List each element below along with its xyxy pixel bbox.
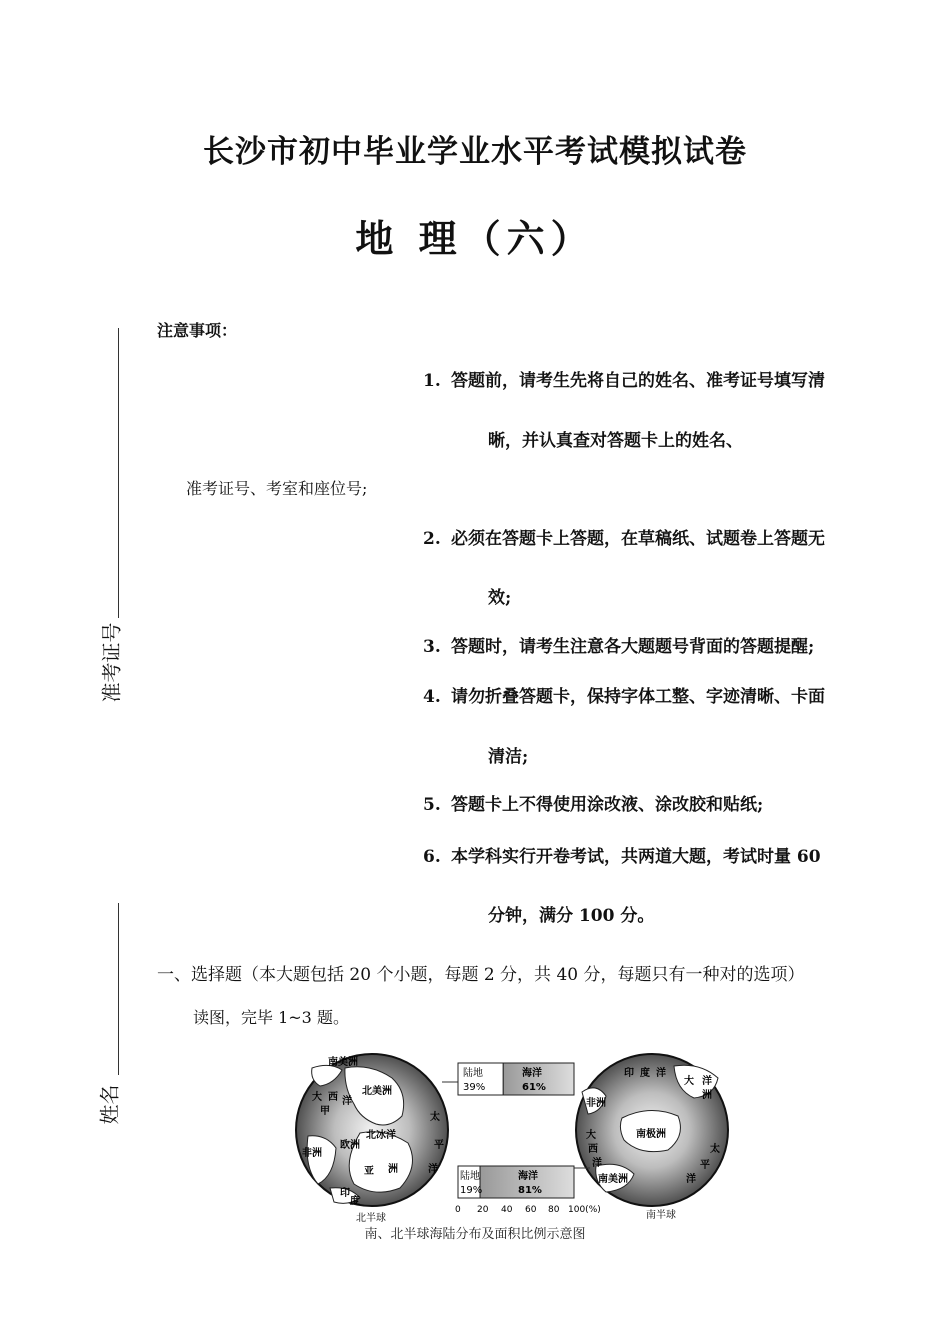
map-label: 太 — [430, 1112, 440, 1123]
map-label: 度 — [350, 1196, 360, 1207]
ocean-percent: 61% — [522, 1082, 546, 1093]
map-label: 洲 — [388, 1164, 398, 1175]
item-text: 答题前，请考生先将自己的姓名、准考证号填写清 — [451, 371, 825, 391]
ocean-label: 海洋 — [522, 1068, 542, 1079]
item-text: 答题时，请考生注意各大题题号背面的答题提醒; — [451, 637, 815, 657]
axis-tick: 80 — [548, 1205, 560, 1215]
exam-title: 长沙市初中毕业学业水平考试模拟试卷 — [203, 134, 747, 170]
axis-tick: 0 — [455, 1205, 461, 1215]
axis-tick: 100(%) — [568, 1205, 601, 1215]
map-label: 南美洲 — [598, 1174, 628, 1185]
map-label: 甲 — [320, 1106, 330, 1117]
item-number: 5. — [423, 795, 441, 815]
map-label: 度 — [640, 1068, 650, 1079]
notice-item-5 — [423, 790, 763, 815]
item-text: 本学科实行开卷考试，共两道大题，考试时量 60 — [451, 847, 821, 867]
section-instruction: 读图，完毕 1~3 题。 — [193, 1008, 349, 1027]
map-label: 亚 — [364, 1166, 374, 1177]
south-ratio-bar — [458, 1166, 574, 1198]
item-text: 答题卡上不得使用涂改液、涂改胶和贴纸; — [451, 795, 764, 815]
notice-item-6-cont: 分钟，满分 100 分。 — [488, 906, 655, 926]
subject-title: 地 理（六） — [355, 216, 595, 261]
map-label: 太 — [710, 1144, 720, 1155]
map-label: 洋 — [702, 1076, 712, 1087]
map-label: 北美洲 — [362, 1086, 392, 1097]
item-number: 3. — [423, 637, 441, 657]
map-label: 西 — [588, 1144, 598, 1155]
notice-item-4-cont: 清洁; — [488, 747, 529, 767]
map-label: 洋 — [686, 1174, 696, 1185]
north-ratio-bar — [458, 1063, 574, 1095]
map-label: 大 — [586, 1130, 596, 1141]
notice-heading: 注意事项： — [157, 321, 238, 340]
notice-item-3 — [423, 632, 814, 657]
map-label: 平 — [700, 1160, 710, 1171]
percent-axis — [455, 1205, 601, 1215]
south-hemisphere-label: 南半球 — [646, 1210, 676, 1221]
map-label: 洋 — [428, 1164, 438, 1175]
map-label: 洋 — [342, 1096, 352, 1107]
notice-item-1 — [423, 366, 825, 391]
notice-item-6 — [423, 842, 821, 867]
land-percent: 39% — [463, 1082, 486, 1093]
ocean-label: 海洋 — [518, 1171, 538, 1182]
hemisphere-figure — [290, 1048, 730, 1223]
map-label: 西 — [328, 1092, 338, 1103]
notice-item-2-cont: 效; — [488, 588, 512, 608]
notice-item-1-cont2: 准考证号、考室和座位号; — [186, 479, 368, 498]
map-label: 欧洲 — [340, 1140, 360, 1151]
land-percent: 19% — [460, 1185, 483, 1196]
land-label: 陆地 — [463, 1068, 483, 1079]
map-label: 南极洲 — [636, 1129, 666, 1140]
item-number: 2. — [423, 529, 441, 549]
map-label: 非洲 — [586, 1098, 606, 1109]
map-label: 大 — [684, 1076, 694, 1087]
item-text: 请勿折叠答题卡，保持字体工整、字迹清晰、卡面 — [451, 687, 825, 707]
map-label: 非洲 — [302, 1148, 322, 1159]
item-text: 必须在答题卡上答题，在草稿纸、试题卷上答题无 — [451, 529, 825, 549]
axis-tick: 20 — [477, 1205, 489, 1215]
exam-id-label: 准考证号 — [99, 622, 124, 703]
item-number: 1. — [423, 371, 441, 391]
map-label: 北冰洋 — [366, 1130, 396, 1141]
item-number: 6. — [423, 847, 441, 867]
map-label: 平 — [434, 1140, 444, 1151]
map-label: 大 — [312, 1092, 322, 1103]
item-number: 4. — [423, 687, 441, 707]
name-line — [118, 903, 119, 1075]
axis-tick: 40 — [501, 1205, 513, 1215]
figure-caption: 南、北半球海陆分布及面积比例示意图 — [364, 1227, 586, 1242]
north-hemisphere-label: 北半球 — [356, 1213, 386, 1223]
ocean-percent: 81% — [518, 1185, 542, 1196]
map-label: 洋 — [592, 1158, 602, 1169]
map-label: 印 — [340, 1188, 350, 1199]
notice-item-4 — [423, 682, 825, 707]
map-label: 洋 — [656, 1068, 666, 1079]
name-label: 姓名 — [97, 1084, 122, 1125]
map-label: 洲 — [702, 1090, 712, 1101]
land-label: 陆地 — [460, 1171, 480, 1182]
exam-id-line — [118, 328, 119, 618]
map-label: 南美洲 — [328, 1057, 358, 1068]
map-label: 印 — [624, 1068, 634, 1079]
axis-tick: 60 — [525, 1205, 537, 1215]
notice-item-2 — [423, 524, 825, 549]
notice-item-1-cont: 晰，并认真查对答题卡上的姓名、 — [488, 431, 743, 451]
section-heading: 一、选择题（本大题包括 20 个小题，每题 2 分，共 40 分，每题只有一种对的选项） — [157, 965, 805, 985]
